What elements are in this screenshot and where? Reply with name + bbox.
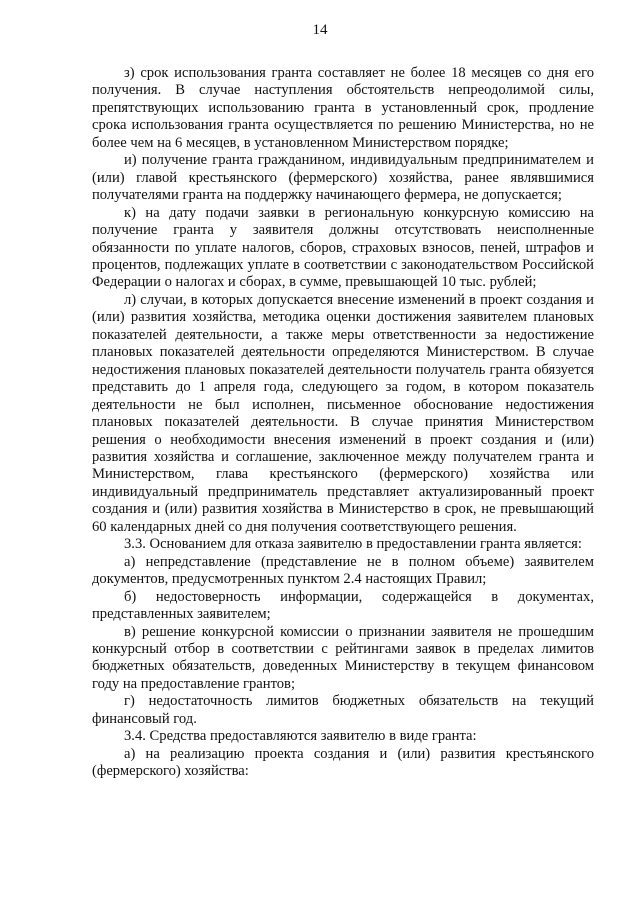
paragraph-k-no-tax-debts: к) на дату подачи заявки в региональную конкурсную комиссию на получение гранта у заявителя должны отсутствовать неисполненные обязанности по уплате налогов, сборов, страховых взносов, пеней, штрафов и процентов, подлежащих уплате в соответствии с законодательством Российской Федерации о налогах и сборах, в сумме, превышающей 10 тыс. рублей; — [92, 204, 594, 291]
paragraph-i-repeat-grant-prohibited: и) получение гранта гражданином, индивидуальным предпринимателем и (или) главой крестьянского (фермерского) хозяйства, ранее являвшимися получателями гранта на поддержку начинающего фермера, не допускается; — [92, 152, 594, 204]
paragraph-3-3-refusal-grounds: 3.3. Основанием для отказа заявителю в предоставлении гранта является: — [124, 536, 582, 553]
paragraph-g-insufficient-limits: г) недостаточность лимитов бюджетных обязательств на текущий финансовый год. — [92, 693, 594, 727]
page-number: 14 — [312, 22, 328, 38]
paragraph-a-incomplete-documents: а) непредставление (представление не в полном объеме) заявителем документов, предусмотренных пунктом 2.4 настоящих Правил; — [92, 553, 594, 588]
paragraph-v-commission-decision: в) решение конкурсной комиссии о признании заявителя не прошедшим конкурсный отбор в соответствии с рейтингами заявок в пределах лимитов бюджетных обязательств, доведенных Министерству в текущем финансовом году на предоставление грантов; — [92, 623, 594, 692]
document-body — [92, 65, 594, 781]
paragraph-a-project-implementation: а) на реализацию проекта создания и (или) развития крестьянского (фермерского) хозяйства: — [92, 745, 594, 780]
paragraph-3-4-grant-funds: 3.4. Средства предоставляются заявителю в виде гранта: — [124, 728, 477, 745]
paragraph-b-unreliable-information: б) недостоверность информации, содержащейся в документах, представленных заявителем; — [92, 588, 594, 623]
paragraph-l-project-changes: л) случаи, в которых допускается внесение изменений в проект создания и (или) развития хозяйства, методика оценки достижения заявителем плановых показателей деятельности, а также меры ответственности за недостижение плановых показателей деятельности определяются Министерством. В случае недостижения плановых показателей деятельности получатель гранта обязуется представить до 1 апреля года, следующего за годом, в котором показатель деятельности не был исполнен, письменное обоснование недостижения плановых показателей деятельности. В случае принятия Министерством решения о необходимости внесения изменений в проект создания и (или) развития хозяйства и соглашение, заключенное между получателем гранта и Министерством, глава крестьянского (фермерского) хозяйства или индивидуальный предприниматель представляет актуализированный проект создания и (или) развития хозяйства в Министерство в срок, не превышающий 60 календарных дней со дня получения соответствующего решения. — [92, 291, 594, 535]
paragraph-z-grant-usage-period: з) срок использования гранта составляет не более 18 месяцев со дня его получения. В случае наступления обстоятельств непреодолимой силы, препятствующих использованию гранта в установленный срок, продление срока использования гранта осуществляется по решению Министерства, но не более чем на 6 месяцев, в установленном Министерством порядке; — [92, 65, 594, 151]
